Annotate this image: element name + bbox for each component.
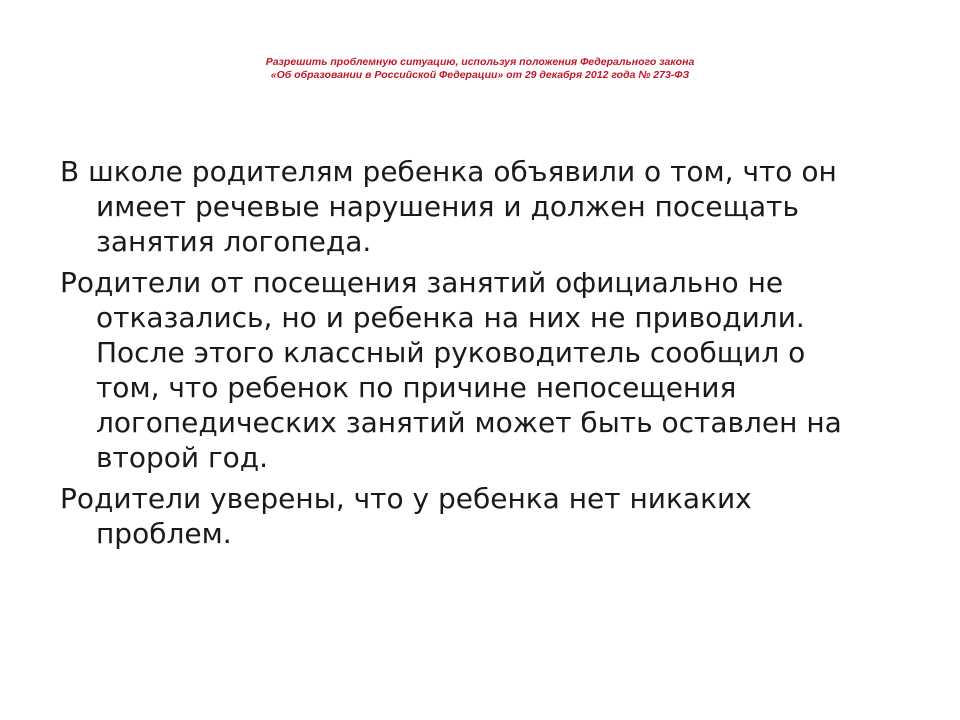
paragraph-line: Родители уверены, что у ребенка нет никаких <box>60 482 752 515</box>
paragraph-line: имеет речевые нарушения и должен посещать <box>96 190 799 223</box>
paragraph-line: отказались, но и ребенка на них не приводили. <box>96 301 805 334</box>
paragraph-line: том, что ребенок по причине непосещения <box>96 371 737 404</box>
paragraph-line: занятия логопеда. <box>96 225 372 258</box>
paragraph-line: Родители от посещения занятий официально не <box>60 266 784 299</box>
slide-title <box>80 56 880 82</box>
paragraph-line: После этого классный руководитель сообщил о <box>96 336 806 369</box>
paragraph-3 <box>60 481 900 551</box>
slide-body <box>60 154 900 557</box>
paragraph-line: проблем. <box>96 517 232 550</box>
paragraph-line: В школе родителям ребенка объявили о том, что он <box>60 155 837 188</box>
paragraph-1 <box>60 154 900 259</box>
title-line-1: Разрешить проблемную ситуацию, используя положения Федерального закона <box>265 56 695 68</box>
paragraph-line: логопедических занятий может быть оставлен на <box>96 406 842 439</box>
title-line-2: «Об образовании в Российской Федерации» от 29 декабря 2012 года № 273-ФЗ <box>270 69 690 81</box>
paragraph-line: второй год. <box>96 441 269 474</box>
paragraph-2 <box>60 265 900 475</box>
